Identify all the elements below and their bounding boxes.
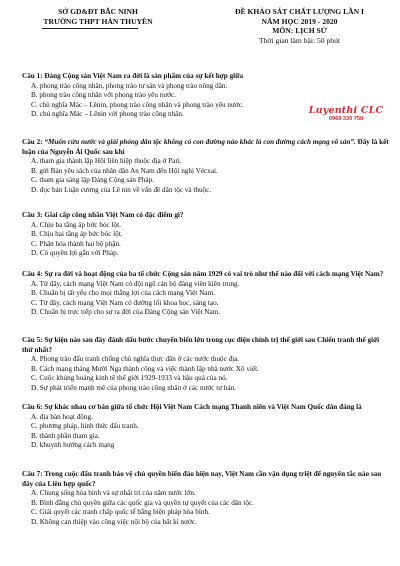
option-c: C. tham gia sáng lập Đảng Cộng sản Pháp. <box>31 176 154 185</box>
option-d: D. Sự phát triển mạnh mẽ của phong trào công nhân ở các nước tư bản. <box>31 383 237 392</box>
stamp-brand: Luyenthi CLC <box>308 105 384 116</box>
department-name: SỞ GD&ĐT BẮC NINH <box>58 7 138 16</box>
question-stem: Câu 7: Trong cuộc đấu tranh bảo vệ chủ quyền biển đảo hiện nay, Việt Nam cần vận dụng triệt để nguyên tắc nào sau đây của Liên hợp quốc? <box>22 470 382 488</box>
option-a: A. phong trào công nhân, phong trào tư sản và phong trào nông dân. <box>31 81 228 90</box>
school-name: TRƯỜNG THPT HÀN THUYÊN <box>43 16 153 26</box>
header-underline <box>42 28 138 29</box>
question-number: Câu 2: <box>22 138 45 146</box>
option-a: A. tham gia thành lập Hội liên hiệp thuộc địa ở Pari. <box>31 157 182 166</box>
option-b: B. gửi Bản yêu sách của nhân dân An Nam đến Hội nghị Vécxai. <box>31 166 218 175</box>
question-1 <box>22 72 390 120</box>
question-3 <box>22 211 390 259</box>
subject: MÔN: LỊCH SỬ <box>272 26 327 35</box>
question-text: Đây là kết luận của Nguyễn Ái Quốc sau khi <box>22 138 389 156</box>
option-c: C. chủ nghĩa Mác – Lênin, phong trào công nhân và phong trào yêu nước. <box>31 100 244 109</box>
stamp-phone: 0969 330 758 <box>328 116 364 122</box>
option-d: D. Chuẩn bị trực tiếp cho sự ra đời của Đảng Cộng sản Việt Nam. <box>31 308 221 317</box>
question-5 <box>22 336 390 394</box>
question-quote: “Muốn cứu nước và giải phóng dân tộc không có con đường nào khác là con đường cách mạng vô sản”. <box>44 138 356 146</box>
option-b: B. Bình đẳng chủ quyền giữa các quốc gia và quyền tự quyết của các dân tộc. <box>31 498 254 507</box>
option-c: C. Giải quyết các tranh chấp quốc tế bằng biện pháp hòa bình. <box>31 508 210 517</box>
question-stem: Câu 1: Đảng Cộng sản Việt Nam ra đời là sản phẩm của sự kết hợp giữa <box>22 72 244 80</box>
exam-header <box>212 7 387 45</box>
option-b: B. Chuẩn bị tất yếu cho mọi thắng lợi của cách mạng Việt Nam. <box>31 289 215 298</box>
question-stem <box>22 138 390 157</box>
option-b: B. phong trào công nhân với phong trào yêu nước. <box>31 91 177 100</box>
option-a: A. địa bàn hoạt động. <box>31 412 93 421</box>
question-stem: Câu 5: Sự kiện nào sau đây đánh dấu bước chuyển biến lớn trong cục diện chính trị thế giới sau Chiến tranh thế giới thứ nhất? <box>22 336 380 354</box>
option-c: C. Cuộc khủng hoảng kinh tế thế giới 1929-1933 và hậu quả của nó. <box>31 374 228 383</box>
option-b: B. thành phần tham gia. <box>31 431 100 440</box>
school-header <box>18 7 178 26</box>
question-7 <box>22 470 390 528</box>
option-c: C. phương pháp, hình thức đấu tranh. <box>31 422 139 431</box>
option-d: D. chủ nghĩa Mác – Lênin với phong trào công nhân. <box>31 110 184 119</box>
option-c: C. Từ đây, cách mạng Việt Nam có đường lối khoa học, sáng tạo. <box>31 298 219 307</box>
question-2 <box>22 138 390 196</box>
option-a: A. Từ đây, cách mạng Việt Nam có đội ngũ cán bộ đảng viên kiên trung. <box>31 279 240 288</box>
option-d: D. đọc bản Luận cương của Lê nin về vấn đề dân tộc và thuộc. <box>31 185 212 194</box>
option-a: A. Phong trào đấu tranh chống chủ nghĩa thực dân ở các nước thuộc địa. <box>31 355 240 364</box>
option-b: B. Chịu hai tầng áp bức bóc lột. <box>31 230 123 239</box>
question-stem: Câu 4: Sự ra đời và hoạt động của ba tổ chức Cộng sản năm 1929 có vai trò như thế nào đối với cách mạng Việt Nam? <box>22 270 384 278</box>
question-stem: Câu 6: Sự khác nhau cơ bản giữa tổ chức Hội Việt Nam Cách mạng Thanh niên và Việt Nam Quốc dân đảng là <box>22 403 362 411</box>
exam-title: ĐỀ KHẢO SÁT CHẤT LƯỢNG LẦN I <box>235 7 364 16</box>
option-d: D. Có quyền lợi gắn với Pháp. <box>31 249 119 258</box>
option-b: B. Cách mạng tháng Mười Nga thành công và việc thành lập nhà nước Xô viết. <box>31 364 259 373</box>
question-4 <box>22 270 390 318</box>
school-year: NĂM HỌC 2019 - 2020 <box>261 16 338 26</box>
time-limit: Thời gian làm bài: 50 phút <box>259 35 340 45</box>
option-d: D. khuynh hướng cách mạng <box>31 441 115 450</box>
option-d: D. Không can thiệp vào công việc nội bộ của bất kì nước. <box>31 517 197 526</box>
option-c: C. Phân hóa thành hai bộ phận. <box>31 239 121 248</box>
question-6 <box>22 403 390 451</box>
option-a: A. Chịu ba tầng áp bức bóc lột. <box>31 220 121 229</box>
question-stem: Câu 3: Giai cấp công nhân Việt Nam có đặc điểm gì? <box>22 211 184 219</box>
option-a: A. Chung sống hòa bình và sự nhất trí của năm nước lớn. <box>31 489 196 498</box>
